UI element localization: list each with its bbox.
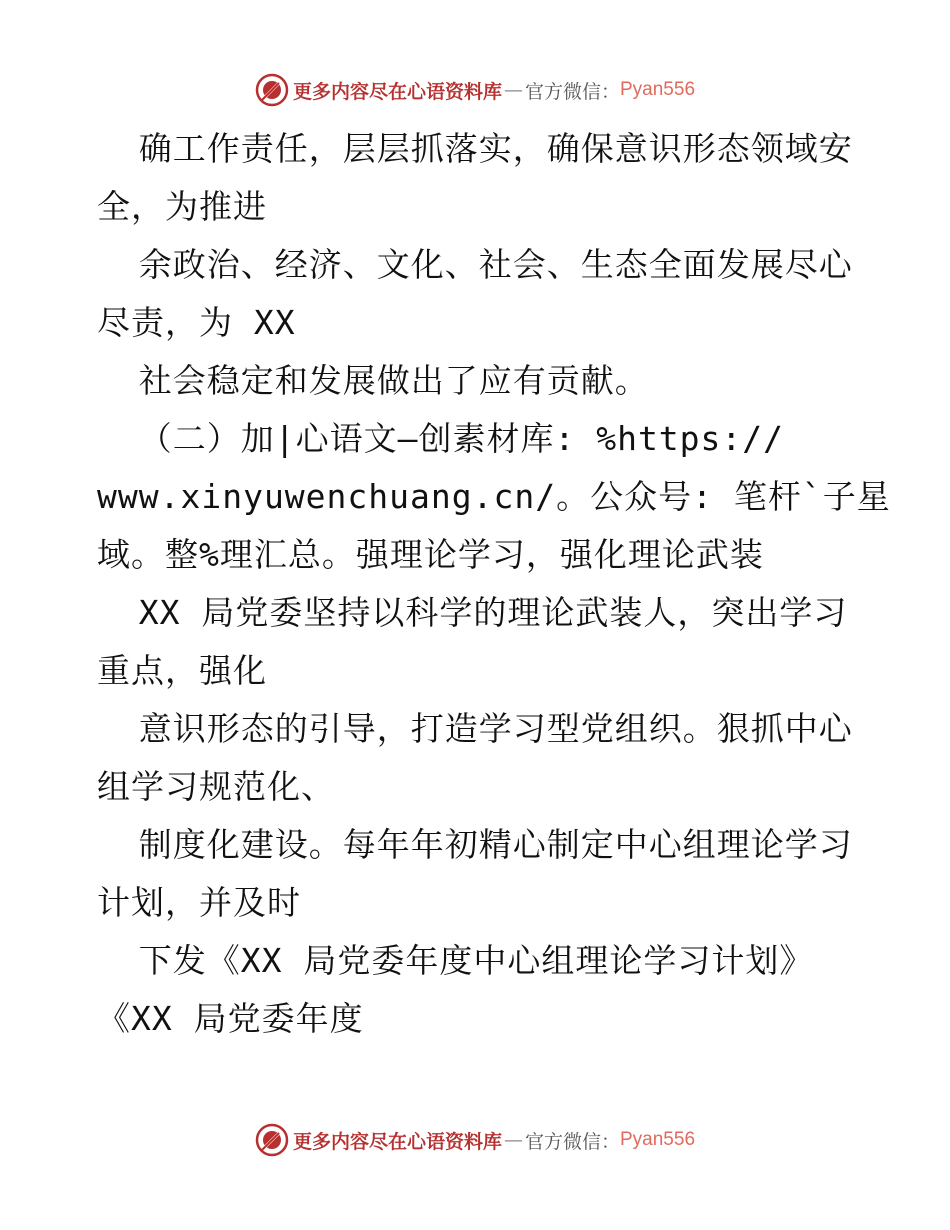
header-banner <box>0 70 950 110</box>
footer-contact-label: 官方微信： <box>524 1130 620 1153</box>
document-body <box>97 120 891 1048</box>
body-line: 组学习规范化、 <box>97 767 335 806</box>
body-line: 社会稳定和发展做出了应有贡献。 <box>97 361 649 400</box>
footer-handle: Pyan556 <box>620 1129 696 1150</box>
footer-banner <box>0 1120 950 1160</box>
body-line: 重点，强化 <box>97 651 267 690</box>
body-line: 《XX 局党委年度 <box>97 999 364 1038</box>
header-separator: — <box>503 79 523 101</box>
body-line: 全，为推进 <box>97 187 267 226</box>
footer-brand-text: 更多内容尽在心语资料库 <box>292 1130 502 1153</box>
body-line: 意识形态的引导，打造学习型党组织。狠抓中心 <box>97 709 853 748</box>
body-line: 下发《XX 局党委年度中心组理论学习计划》 <box>97 941 814 980</box>
body-line: www.xinyuwenchuang.cn/。公众号: 笔杆`子星 <box>97 477 891 516</box>
body-line: 确工作责任，层层抓落实，确保意识形态领域安 <box>97 129 853 168</box>
body-line: （二）加|心语文—创素材库: %https:// <box>97 419 785 458</box>
footer-separator: — <box>503 1129 523 1151</box>
brand-logo-icon <box>255 1123 289 1157</box>
header-handle: Pyan556 <box>620 79 696 100</box>
header-brand-text: 更多内容尽在心语资料库 <box>292 80 502 103</box>
header-contact-label: 官方微信： <box>524 80 620 103</box>
body-line: 尽责，为 XX <box>97 303 296 342</box>
body-line: XX 局党委坚持以科学的理论武装人，突出学习 <box>97 593 848 632</box>
body-line: 域。整%理汇总。强理论学习，强化理论武装 <box>97 535 764 574</box>
brand-logo-icon <box>255 73 289 107</box>
body-line: 制度化建设。每年年初精心制定中心组理论学习 <box>97 825 853 864</box>
body-line: 余政治、经济、文化、社会、生态全面发展尽心 <box>97 245 853 284</box>
body-line: 计划，并及时 <box>97 883 301 922</box>
